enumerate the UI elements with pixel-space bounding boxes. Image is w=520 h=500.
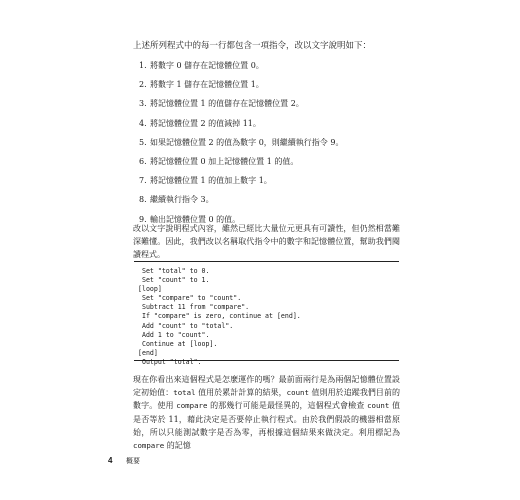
inline-code-compare: compare	[176, 401, 208, 411]
instruction-list	[139, 60, 343, 233]
list-item	[139, 79, 343, 98]
step-text: 將數字 1 儲存在記憶體位置 1。	[150, 80, 264, 90]
list-item	[139, 156, 343, 175]
step-text: 繼續執行指令 3。	[150, 195, 214, 205]
step-text: 輸出記憶體位置 0 的值。	[150, 214, 241, 224]
list-item	[139, 194, 343, 213]
step-number: 8.	[139, 195, 147, 205]
step-number: 1.	[139, 61, 147, 70]
paragraph-text: 值是否等於 11，藉此決定是否要停止執行程式。由於我們假設的機器相當原始，所以只能測試數字是否為零，再根據這個結果來做決定。利用標記為	[133, 401, 400, 437]
step-number: 6.	[139, 156, 147, 166]
list-item	[139, 118, 343, 137]
list-item	[139, 60, 343, 79]
step-number: 3.	[139, 99, 147, 109]
paragraph-readability: 改以文字說明程式內容，雖然已經比大量位元更具有可讀性，但仍然相當難深難懂。因此，我們改以名稱取代指令中的數字和記憶體位置，幫助我們閱讀程式。	[133, 224, 400, 260]
step-number: 5.	[139, 137, 147, 147]
page-number: 4	[108, 456, 113, 465]
paragraph-text: 的那幾行可能是最怪異的，這個程式會檢查	[207, 401, 368, 411]
code-listing	[134, 261, 399, 366]
step-number: 9.	[139, 214, 147, 224]
list-item	[139, 175, 343, 194]
step-text: 將記憶體位置 1 的值儲存在記憶體位置 2。	[150, 99, 304, 109]
section-title: 概要	[126, 458, 140, 465]
inline-code-compare: compare	[133, 441, 165, 451]
paragraph-explanation	[133, 373, 400, 452]
inline-code-count: count	[367, 401, 390, 411]
step-number: 7.	[139, 176, 147, 186]
intro-text: 上述所列程式中的每一行都包含一項指令，改以文字說明如下：	[133, 41, 372, 51]
step-number: 2.	[139, 80, 147, 90]
step-text: 將記憶體位置 1 的值加上數字 1。	[150, 176, 272, 186]
paragraph-text: 的記憶	[164, 441, 191, 451]
paragraph-text: 值用於累計計算的結果，	[195, 388, 287, 398]
step-text: 將記憶體位置 2 的值減掉 11。	[150, 118, 261, 128]
step-text: 將記憶體位置 0 加上記憶體位置 1 的值。	[150, 156, 299, 166]
list-item	[139, 98, 343, 117]
inline-code-count: count	[286, 388, 309, 398]
paragraph-text: 現在你看出來這個程式是怎麼運作的嗎？最前面兩行是為兩個記憶體位置設定初始值：	[133, 375, 400, 398]
inline-code-total: total	[173, 388, 196, 398]
step-number: 4.	[139, 118, 147, 128]
step-text: 將數字 0 儲存在記憶體位置 0。	[150, 61, 264, 70]
code-block: Set "total" to 0. Set "count" to 1. [loop] Set "compare" to "count". Subtract 11 from "compare". If "compare" is zero, continue at [end]. Add "count" to "total". Add 1 to "count". Continue at [loop]. [end] Output "total".	[138, 267, 301, 366]
step-text: 如果記憶體位置 2 的值為數字 0，則繼續執行指令 9。	[150, 137, 344, 147]
page-footer	[108, 456, 140, 466]
list-item	[139, 137, 343, 156]
paragraph-text: 值則用於追蹤我們目前的數字。使用	[133, 388, 401, 411]
